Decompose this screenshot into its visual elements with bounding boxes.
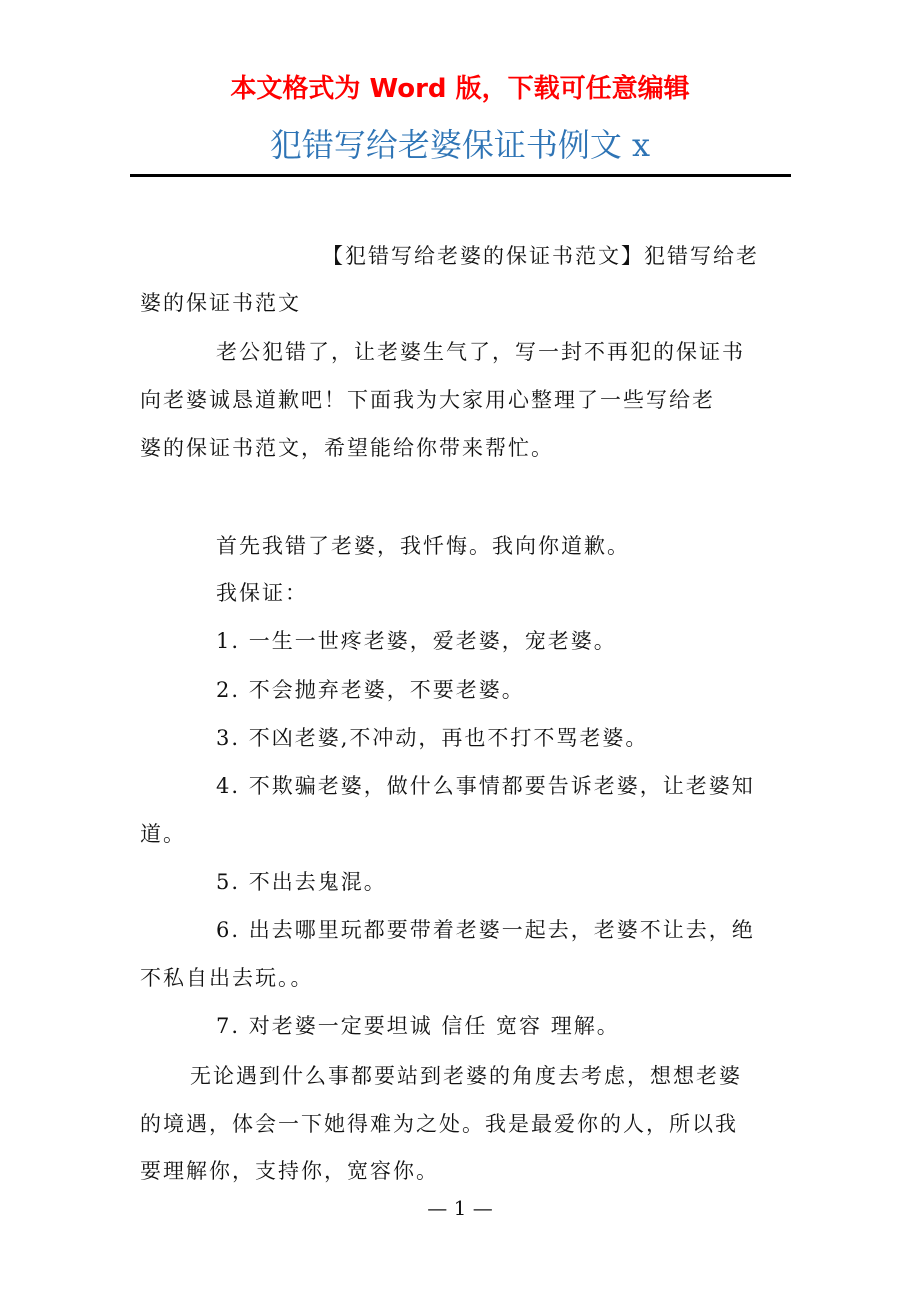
list-item: 2. 不会抛弃老婆，不要老婆。 xyxy=(216,678,525,702)
body-line: 向老婆诚恳道歉吧！下面我为大家用心整理了一些写给老 xyxy=(140,388,715,412)
body-line: 的境遇，体会一下她得难为之处。我是最爱你的人，所以我 xyxy=(140,1112,738,1136)
page-number: — 1 — xyxy=(427,1196,493,1220)
body-line: 道。 xyxy=(140,822,186,846)
body-line: 不私自出去玩。。 xyxy=(140,966,314,990)
body-line: 婆的保证书范文 xyxy=(140,291,301,315)
body-line: 【犯错写给老婆的保证书范文】犯错写给老 xyxy=(322,244,759,268)
list-item: 3. 不凶老婆,不冲动，再也不打不骂老婆。 xyxy=(216,726,649,750)
body-line: 无论遇到什么事都要站到老婆的角度去考虑，想想老婆 xyxy=(190,1064,742,1088)
format-notice: 本文格式为 Word 版，下载可任意编辑 xyxy=(230,74,690,104)
title-divider xyxy=(130,174,791,177)
body-line: 婆的保证书范文，希望能给你带来帮忙。 xyxy=(140,436,554,460)
document-title: 犯错写给老婆保证书例文 x xyxy=(269,126,651,164)
body-line: 老公犯错了，让老婆生气了，写一封不再犯的保证书 xyxy=(216,340,745,364)
list-item: 7. 对老婆一定要坦诚 信任 宽容 理解。 xyxy=(216,1014,620,1038)
list-item: 6. 出去哪里玩都要带着老婆一起去，老婆不让去，绝 xyxy=(216,918,755,942)
body-line: 要理解你，支持你，宽容你。 xyxy=(140,1159,439,1183)
list-item: 1. 一生一世疼老婆，爱老婆，宠老婆。 xyxy=(216,629,617,653)
body-line: 首先我错了老婆，我忏悔。我向你道歉。 xyxy=(216,534,630,558)
body-line: 我保证： xyxy=(216,581,308,605)
list-item: 4. 不欺骗老婆，做什么事情都要告诉老婆，让老婆知 xyxy=(216,774,755,798)
list-item: 5. 不出去鬼混。 xyxy=(216,870,387,894)
